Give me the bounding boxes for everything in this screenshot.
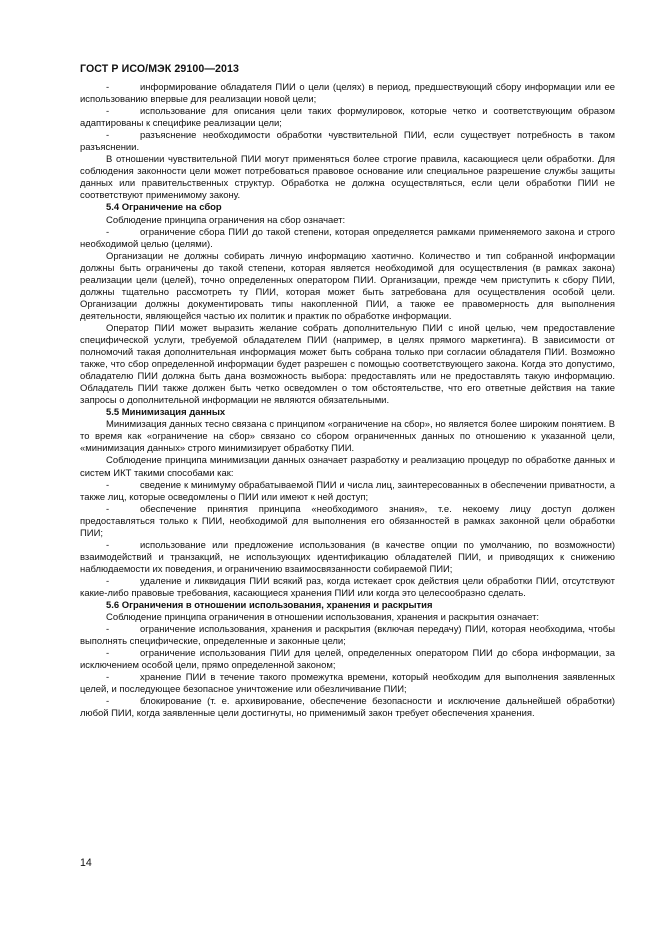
paragraph: Оператор ПИИ может выразить желание собрать дополнительную ПИИ с иной целью, чем предоставление специфической услуги, требуемой обладателем ПИИ (например, в целях прямого маркетинга). В зависимости от полномочий такая дополнительная информация может быть собрана только при согласии обладателя ПИИ. Возможно также, что сбор определенной информации будет разрешен с помощью соответствующего закона. Когда это допустимо, обладателю ПИИ должна быть дана возможность выбора: предоставлять или не предоставлять такую информацию. Обладатель ПИИ также должен быть четко осведомлен о том обстоятельстве, что его ответные действия на такие запросы о дополнительной информации не являются обязательными. xyxy=(80,322,615,407)
list-dash: - xyxy=(106,130,110,142)
list-item xyxy=(80,130,615,154)
list-item xyxy=(80,624,615,648)
section-heading: 5.4 Ограничение на сбор xyxy=(106,202,222,214)
list-dash: - xyxy=(106,503,110,515)
list-item-text: обеспечение принятия принципа «необходимого знания», т.е. некоему лицу доступ должен предоставляться только к ПИИ, необходимой для выполнения его обязанностей в рамках законной цели обработки ПИИ; xyxy=(80,503,615,539)
list-item-text: удаление и ликвидация ПИИ всякий раз, когда истекает срок действия цели обработки ПИИ, отсутствуют какие-либо правовые требования, касающиеся хранения ПИИ или когда это целесообразно сделать. xyxy=(80,575,615,599)
document-body xyxy=(80,82,615,720)
list-item xyxy=(80,672,615,696)
list-dash: - xyxy=(106,539,110,551)
paragraph: Минимизация данных тесно связана с принципом «ограничение на сбор», но является более широким понятием. В то время как «ограничение на сбор» связано со сбором ограниченных данных по отношению к указанной цели, «минимизация данных» строго минимизирует обработку ПИИ. xyxy=(80,419,615,455)
document-header: ГОСТ Р ИСО/МЭК 29100—2013 xyxy=(80,63,239,75)
list-dash: - xyxy=(106,672,110,684)
list-item-text: сведение к минимуму обрабатываемой ПИИ и числа лиц, заинтересованных в обеспечении приватности, а также лиц, которые осведомлены о ПИИ или имеют к ней доступ; xyxy=(80,479,615,503)
list-item-text: использование для описания цели таких формулировок, которые четко и соответствующим образом адаптированы к специфике реализации цели; xyxy=(80,106,615,130)
list-dash: - xyxy=(106,479,110,491)
list-dash: - xyxy=(106,624,110,636)
list-item xyxy=(80,106,615,130)
paragraph: Организации не должны собирать личную информацию хаотично. Количество и тип собранной информации должны быть ограничены до такой степени, которая является необходимой для осуществления (в рамках закона) реализации цели (целей), точно определенных оператором ПИИ. Организации, прежде чем приступить к сбору ПИИ, должны тщательно рассмотреть ту ПИИ, которая может быть затребована для осуществления особой цели. Организации должны документировать типы накопленной ПИИ, а также ее правомерность для выполнения деятельности, являющейся частью их политик и практик по обработке информации. xyxy=(80,250,615,322)
list-item xyxy=(80,696,615,720)
list-dash: - xyxy=(106,226,110,238)
list-item xyxy=(80,82,615,106)
list-item xyxy=(80,540,615,576)
page-number: 14 xyxy=(80,857,92,869)
paragraph: В отношении чувствительной ПИИ могут применяться более строгие правила, касающиеся цели обработки. Для соблюдения законности цели может потребоваться правовое основание или специальное разрешение службы защиты данных или правительственных структур. Обработка не должна осуществляться, если цели обработки ПИИ не соответствуют применимому закону. xyxy=(80,154,615,202)
list-item-text: ограничение использования, хранения и раскрытия (включая передачу) ПИИ, которая необходима, чтобы выполнять специфические, определенные и законные цели; xyxy=(80,624,615,648)
list-item-text: хранение ПИИ в течение такого промежутка времени, который необходим для выполнения заявленных целей, и последующее безопасное уничтожение или обезличивание ПИИ; xyxy=(80,672,615,696)
list-dash: - xyxy=(106,82,110,93)
list-item-text: ограничение сбора ПИИ до такой степени, которая определяется рамками применяемого закона и строго необходимой целью (целями). xyxy=(80,226,615,250)
paragraph: Соблюдение принципа ограничения в отношении использования, хранения и раскрытия означает: xyxy=(106,612,540,624)
list-item-text: использование или предложение использования (в качестве опции по умолчанию, по возможности) взаимодействий и транзакций, не использующих идентификацию обладателей ПИИ, и приводящих к снижению наблюдаемости их поведения, и ограничению взаимосвязанности собираемой ПИИ; xyxy=(80,539,615,575)
list-item-text: разъяснение необходимости обработки чувствительной ПИИ, если существует потребность в таком разъяснении. xyxy=(80,130,615,154)
list-item-text: информирование обладателя ПИИ о цели (целях) в период, предшествующий сбору информации или ее использованию впервые для реализации новой цели; xyxy=(80,82,615,106)
list-item xyxy=(80,480,615,504)
list-dash: - xyxy=(106,648,110,660)
list-dash: - xyxy=(106,696,110,708)
section-heading: 5.5 Минимизация данных xyxy=(106,407,226,419)
list-item xyxy=(80,576,615,600)
paragraph: Соблюдение принципа ограничения на сбор означает: xyxy=(106,214,346,226)
section-heading: 5.6 Ограничения в отношении использования, хранения и раскрытия xyxy=(106,600,433,612)
list-item-text: блокирование (т. е. архивирование, обеспечение безопасности и исключение дальнейшей обработки) любой ПИИ, когда заявленные цели достигнуты, но применимый закон требует обеспечения хранения. xyxy=(80,696,615,720)
list-item-text: ограничение использования ПИИ для целей, определенных оператором ПИИ до сбора информации, за исключением особой цели, прямо определенной законом; xyxy=(80,648,615,672)
list-dash: - xyxy=(106,575,110,587)
list-item xyxy=(80,648,615,672)
list-item xyxy=(80,504,615,540)
list-dash: - xyxy=(106,106,110,118)
list-item xyxy=(80,227,615,251)
paragraph: Соблюдение принципа минимизации данных означает разработку и реализацию процедур по обработке данных и систем ИКТ такими способами как: xyxy=(80,455,615,479)
